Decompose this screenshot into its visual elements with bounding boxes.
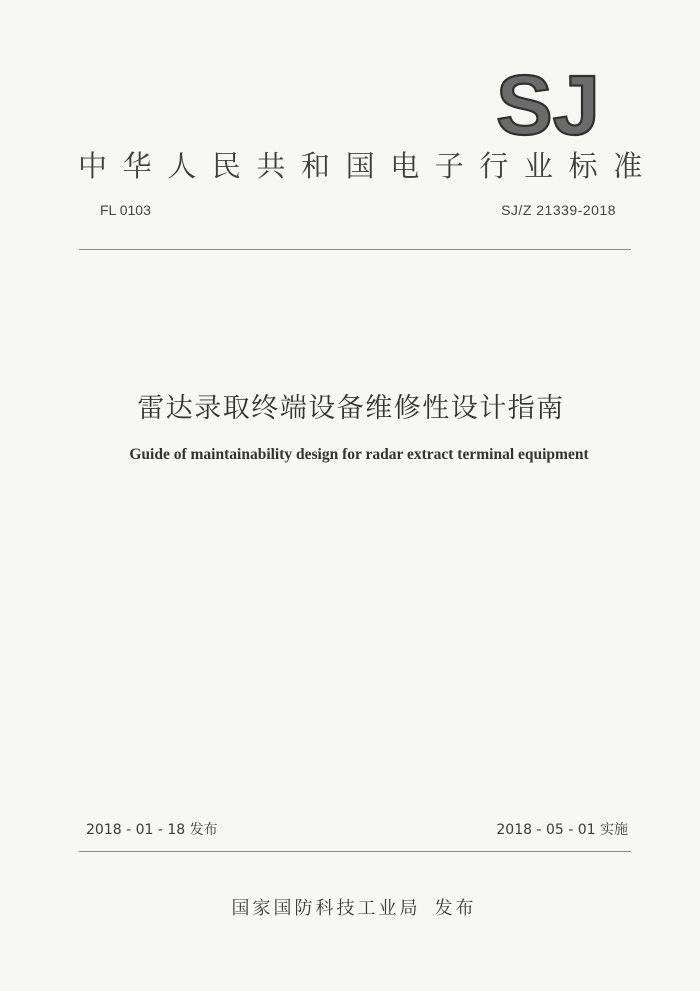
sj-logo (494, 68, 602, 140)
publisher-name: 国家国防科技工业局 (231, 898, 421, 919)
publisher-line (0, 894, 700, 920)
svg-text:SJ: SJ (496, 68, 600, 140)
document-title-chinese: 雷达录取终端设备维修性设计指南 (137, 393, 565, 424)
effective-date: 2018 - 05 - 01 实施 (496, 822, 628, 838)
standard-category-title: 中华人民共和国电子行业标准 (78, 149, 658, 183)
bottom-divider (79, 851, 631, 852)
top-divider (79, 249, 631, 250)
classification-code: FL 0103 (100, 202, 151, 218)
publish-label: 发布 (434, 898, 477, 919)
document-title-english: Guide of maintainability design for radar extract terminal equipment (129, 446, 589, 463)
issue-date: 2018 - 01 - 18 发布 (86, 822, 218, 838)
standard-number: SJ/Z 21339-2018 (501, 202, 616, 218)
